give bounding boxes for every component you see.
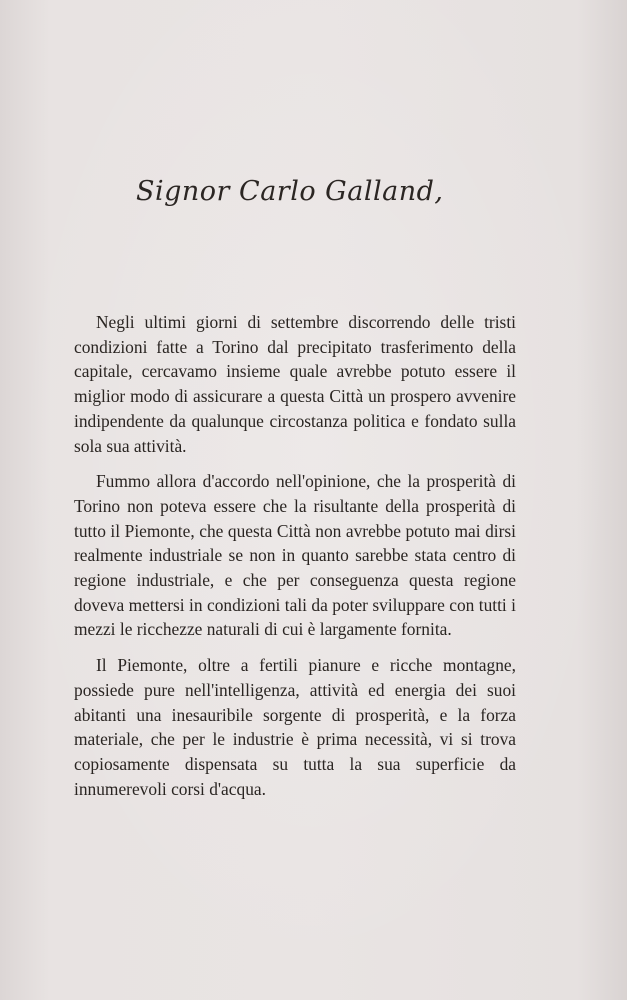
salutation: Signor Carlo Galland, [136,176,444,207]
paragraph: Negli ultimi giorni di settembre discorrendo delle tristi condizioni fatte a Torino dal precipitato trasferimento della capitale, cercavamo insieme quale avrebbe potuto essere il miglior modo di assicurare a questa Città un prospero avvenire indipendente da qualunque circostanza politica e fondato sulla sola sua attività. [74,312,516,456]
letter-body [74,310,516,812]
paragraph: Il Piemonte, oltre a fertili pianure e ricche montagne, possiede pure nell'intelligenza, attività ed energia dei suoi abitanti una inesauribile sorgente di prosperità, e la forza materiale, che per le industrie è prima necessità, vi si trova copiosamente dispensata su tutta la sua superficie da innumerevoli corsi d'acqua. [74,655,516,799]
paragraph: Fummo allora d'accordo nell'opinione, che la prosperità di Torino non poteva essere che la risultante della prosperità di tutto il Piemonte, che questa Città non avrebbe potuto mai dirsi realmente industriale se non in quanto sarebbe stata centro di regione industriale, e che per conseguenza questa regione doveva mettersi in condizioni tali da poter sviluppare con tutti i mezzi le ricchezze naturali di cui è largamente fornita. [74,471,516,640]
